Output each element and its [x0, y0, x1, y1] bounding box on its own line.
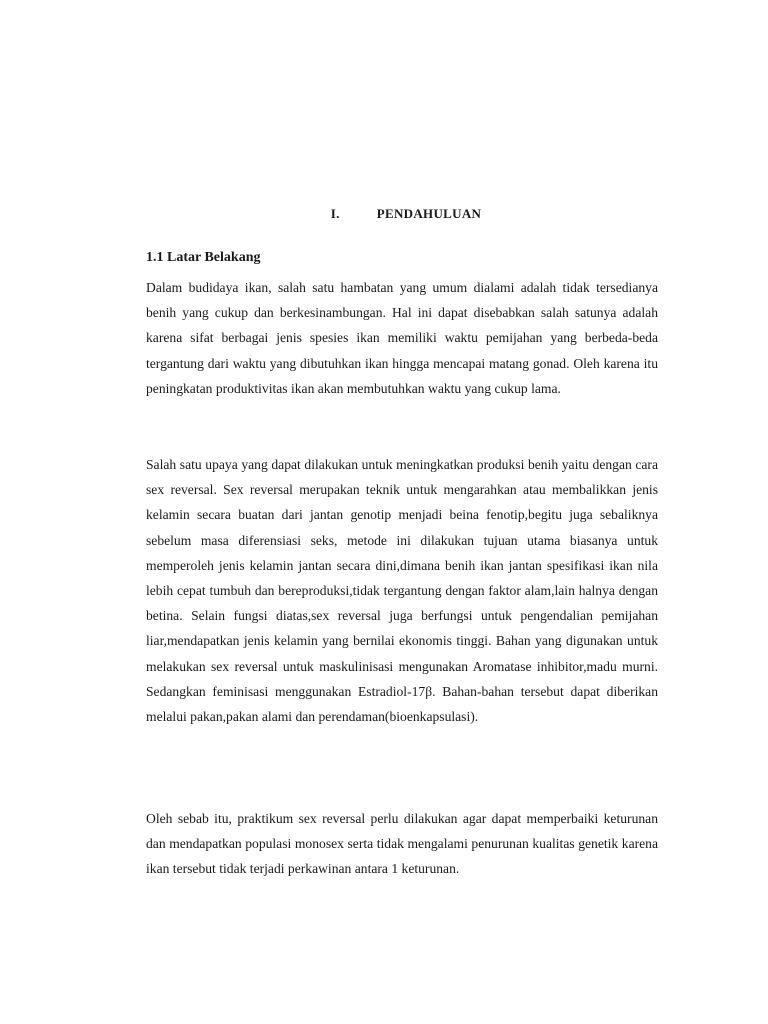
section-heading: 1.1 Latar Belakang: [146, 250, 261, 265]
paragraph-3: Oleh sebab itu, praktikum sex reversal perlu dilakukan agar dapat memperbaiki keturunan dan mendapatkan populasi monosex serta tidak mengalami penurunan kualitas genetik karena ikan tersebut tidak terjadi perkawinan antara 1 keturunan.: [146, 811, 658, 877]
chapter-number: I.: [330, 206, 340, 221]
paragraph-2: Salah satu upaya yang dapat dilakukan untuk meningkatkan produksi benih yaitu dengan cara sex reversal. Sex reversal merupakan teknik untuk mengarahkan atau membalikkan jenis kelamin secara buatan dari jantan genotip menjadi beina fenotip,begitu juga sebaliknya sebelum masa diferensiasi seks, metode ini dilakukan tujuan utama biasanya untuk memperoleh jenis kelamin jantan secara dini,dimana benih ikan jantan spesifikasi ikan nila lebih cepat tumbuh dan bereproduksi,tidak tergantung dengan faktor alam,lain halnya dengan betina. Selain fungsi diatas,sex reversal juga berfungsi untuk pengendalian pemijahan liar,mendapatkan jenis kelamin yang bernilai ekonomis tinggi. Bahan yang digunakan untuk melakukan sex reversal untuk maskulinisasi mengunakan Aromatase inhibitor,madu murni. Sedangkan feminisasi menggunakan Estradiol-17β. Bahan-bahan tersebut dapat diberikan melalui pakan,pakan alami dan perendaman(bioenkapsulasi).: [146, 457, 658, 725]
chapter-title-text: PENDAHULUAN: [376, 206, 482, 221]
chapter-title: [0, 206, 768, 222]
paragraph-1: Dalam budidaya ikan, salah satu hambatan yang umum dialami adalah tidak tersedianya benih yang cukup dan berkesinambungan. Hal ini dapat disebabkan salah satunya adalah karena sifat berbagai jenis spesies ikan memiliki waktu pemijahan yang berbeda-beda tergantung dari waktu yang dibutuhkan ikan hingga mencapai matang gonad. Oleh karena itu peningkatan produktivitas ikan akan membutuhkan waktu yang cukup lama.: [146, 280, 658, 396]
